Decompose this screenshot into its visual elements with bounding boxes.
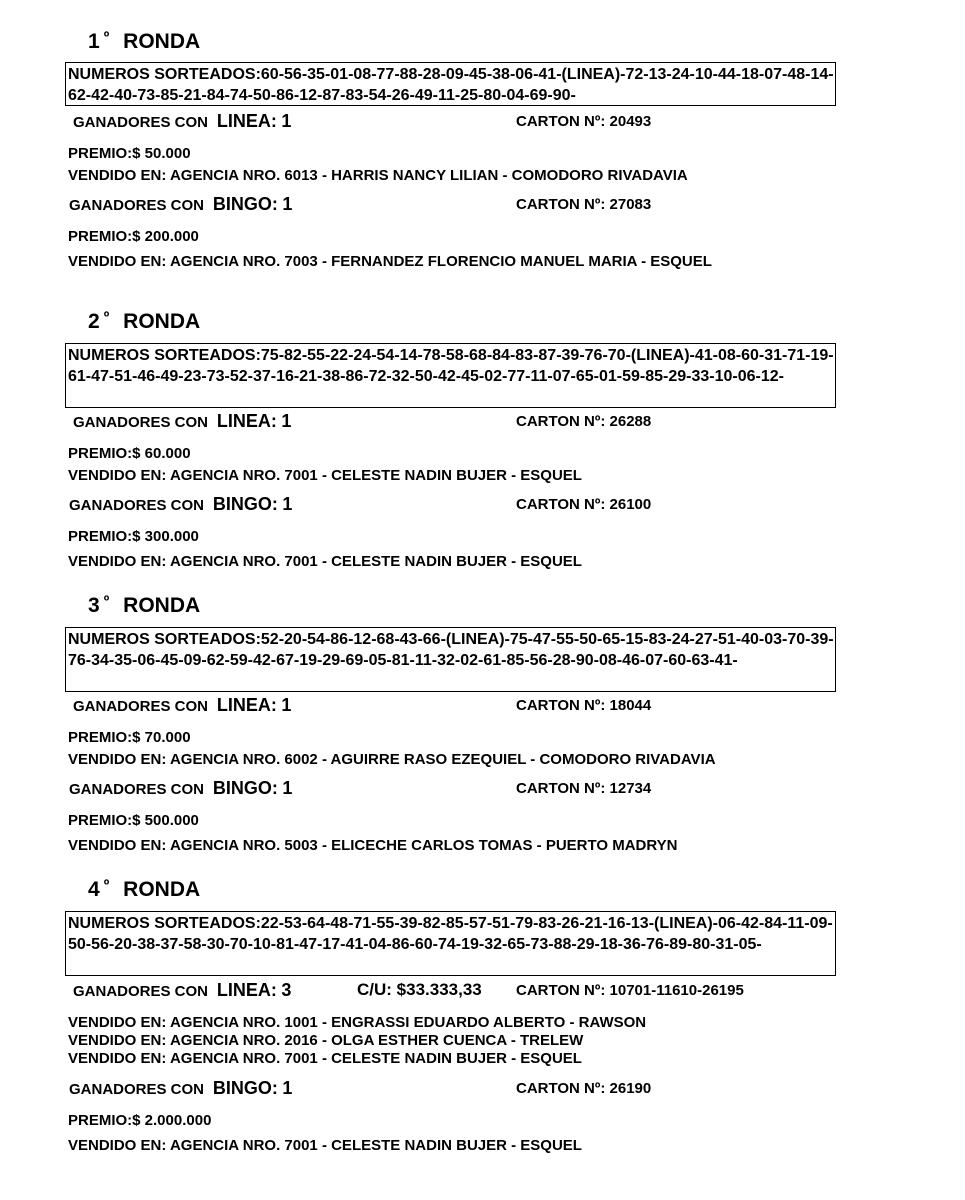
linea-winners: GANADORES CON LINEA: 1 bbox=[73, 411, 292, 431]
linea-carton: CARTON Nº: 20493 bbox=[516, 113, 652, 130]
ronda-label: RONDA bbox=[123, 310, 201, 333]
ordinal-mark: º bbox=[103, 877, 110, 894]
linea-premio: PREMIO:$ 70.000 bbox=[68, 729, 191, 746]
bingo-winners: GANADORES CON BINGO: 1 bbox=[69, 778, 293, 798]
ronda-title bbox=[88, 310, 200, 334]
numeros-sorteados: NUMEROS SORTEADOS:22-53-64-48-71-55-39-82-85-57-51-79-83-26-21-16-13-(LINEA)-06-42-84-11-09-50-56-20-38-37-58-30-70-10-81-47-17-41-04-86-60-74-19-32-65-73-88-29-18-36-76-89-80-31-05- bbox=[65, 911, 836, 976]
linea-vendido: VENDIDO EN: AGENCIA NRO. 6002 - AGUIRRE RASO EZEQUIEL - COMODORO RIVADAVIA bbox=[68, 751, 716, 768]
ronda-title bbox=[88, 878, 200, 902]
linea-vendido: VENDIDO EN: AGENCIA NRO. 1001 - ENGRASSI EDUARDO ALBERTO - RAWSON bbox=[68, 1014, 647, 1031]
ronda-label: RONDA bbox=[123, 594, 201, 617]
bingo-vendido: VENDIDO EN: AGENCIA NRO. 7003 - FERNANDEZ FLORENCIO MANUEL MARIA - ESQUEL bbox=[68, 253, 712, 270]
linea-carton: CARTON Nº: 26288 bbox=[516, 413, 652, 430]
bingo-vendido: VENDIDO EN: AGENCIA NRO. 7001 - CELESTE NADIN BUJER - ESQUEL bbox=[68, 553, 582, 570]
linea-vendido: VENDIDO EN: AGENCIA NRO. 7001 - CELESTE NADIN BUJER - ESQUEL bbox=[68, 1050, 582, 1067]
linea-premio: PREMIO:$ 60.000 bbox=[68, 445, 191, 462]
ordinal-mark: º bbox=[103, 29, 110, 46]
ronda-ordinal: 4 bbox=[88, 878, 100, 901]
linea-carton: CARTON Nº: 10701-11610-26195 bbox=[516, 982, 744, 999]
bingo-vendido: VENDIDO EN: AGENCIA NRO. 5003 - ELICECHE CARLOS TOMAS - PUERTO MADRYN bbox=[68, 837, 678, 854]
linea-cada-uno: C/U: $33.333,33 bbox=[357, 980, 482, 999]
linea-vendido: VENDIDO EN: AGENCIA NRO. 7001 - CELESTE NADIN BUJER - ESQUEL bbox=[68, 467, 582, 484]
bingo-premio: PREMIO:$ 500.000 bbox=[68, 812, 199, 829]
numeros-sorteados: NUMEROS SORTEADOS:60-56-35-01-08-77-88-28-09-45-38-06-41-(LINEA)-72-13-24-10-44-18-07-48-14-62-42-40-73-85-21-84-74-50-86-12-87-83-54-26-49-11-25-80-04-69-90- bbox=[65, 62, 836, 106]
ronda-label: RONDA bbox=[123, 30, 201, 53]
numeros-sorteados: NUMEROS SORTEADOS:75-82-55-22-24-54-14-78-58-68-84-83-87-39-76-70-(LINEA)-41-08-60-31-71-19-61-47-51-46-49-23-73-52-37-16-21-38-86-72-32-50-42-45-02-77-11-07-65-01-59-85-29-33-10-06-12- bbox=[65, 343, 836, 408]
linea-vendido: VENDIDO EN: AGENCIA NRO. 2016 - OLGA ESTHER CUENCA - TRELEW bbox=[68, 1032, 584, 1049]
linea-winners: GANADORES CON LINEA: 1 bbox=[73, 695, 292, 715]
ronda-ordinal: 1 bbox=[88, 30, 100, 53]
linea-premio: PREMIO:$ 50.000 bbox=[68, 145, 191, 162]
bingo-carton: CARTON Nº: 12734 bbox=[516, 780, 652, 797]
bingo-premio: PREMIO:$ 200.000 bbox=[68, 228, 199, 245]
bingo-carton: CARTON Nº: 27083 bbox=[516, 196, 652, 213]
bingo-premio: PREMIO:$ 300.000 bbox=[68, 528, 199, 545]
ronda-title bbox=[88, 594, 200, 618]
numeros-sorteados: NUMEROS SORTEADOS:52-20-54-86-12-68-43-66-(LINEA)-75-47-55-50-65-15-83-24-27-51-40-03-70-39-76-34-35-06-45-09-62-59-42-67-19-29-69-05-81-11-32-02-61-85-56-28-90-08-46-07-60-63-41- bbox=[65, 627, 836, 692]
bingo-carton: CARTON Nº: 26100 bbox=[516, 496, 652, 513]
bingo-vendido: VENDIDO EN: AGENCIA NRO. 7001 - CELESTE NADIN BUJER - ESQUEL bbox=[68, 1137, 582, 1154]
linea-carton: CARTON Nº: 18044 bbox=[516, 697, 652, 714]
bingo-premio: PREMIO:$ 2.000.000 bbox=[68, 1112, 212, 1129]
ronda-ordinal: 2 bbox=[88, 310, 100, 333]
linea-winners: GANADORES CON LINEA: 3 bbox=[73, 980, 292, 1000]
ronda-label: RONDA bbox=[123, 878, 201, 901]
ordinal-mark: º bbox=[103, 593, 110, 610]
bingo-winners: GANADORES CON BINGO: 1 bbox=[69, 494, 293, 514]
ronda-title bbox=[88, 30, 200, 54]
ordinal-mark: º bbox=[103, 309, 110, 326]
bingo-winners: GANADORES CON BINGO: 1 bbox=[69, 1078, 293, 1098]
linea-winners: GANADORES CON LINEA: 1 bbox=[73, 111, 292, 131]
bingo-carton: CARTON Nº: 26190 bbox=[516, 1080, 652, 1097]
ronda-ordinal: 3 bbox=[88, 594, 100, 617]
bingo-winners: GANADORES CON BINGO: 1 bbox=[69, 194, 293, 214]
linea-vendido: VENDIDO EN: AGENCIA NRO. 6013 - HARRIS NANCY LILIAN - COMODORO RIVADAVIA bbox=[68, 167, 688, 184]
